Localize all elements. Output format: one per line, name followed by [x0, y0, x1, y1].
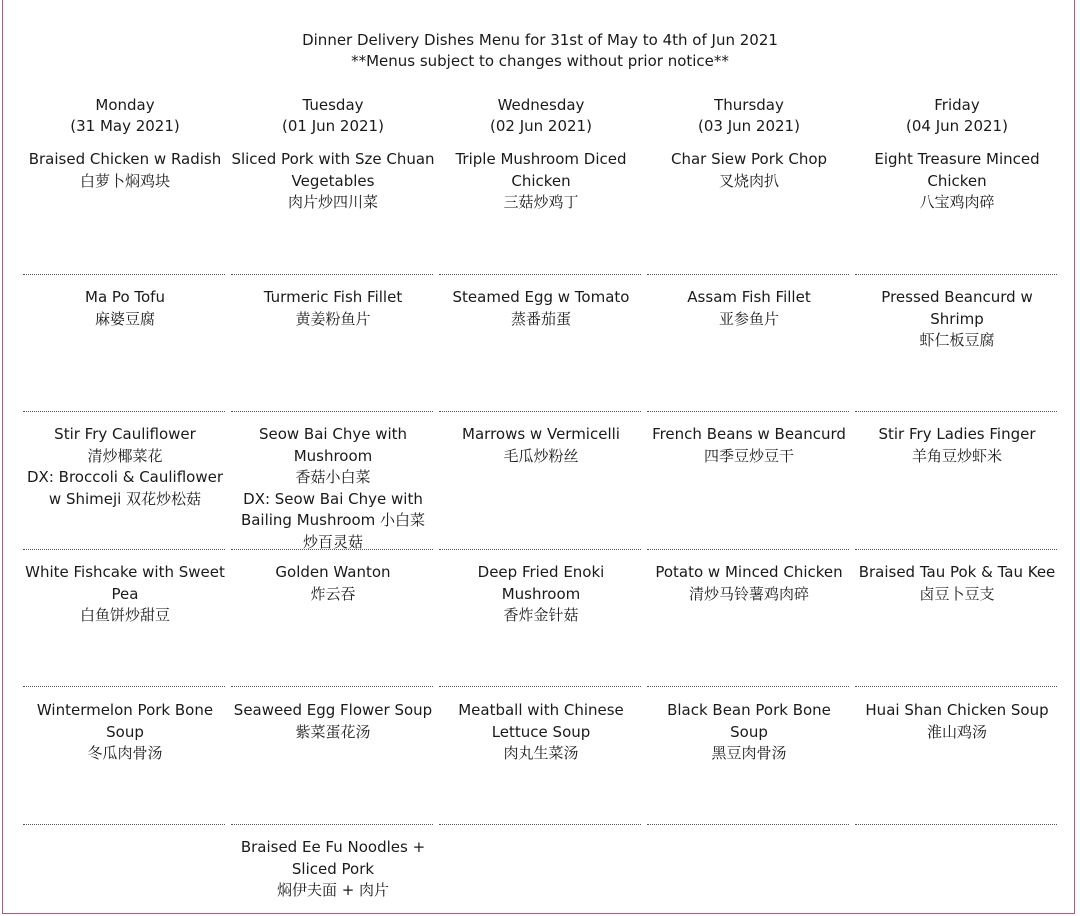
dish-line: DX: Broccoli & Cauliflower	[27, 468, 223, 487]
dish-line: Soup	[730, 722, 768, 741]
row-separator	[439, 411, 641, 412]
row-separator	[647, 549, 849, 550]
row-separator	[23, 549, 225, 550]
day-name: Thursday	[714, 96, 784, 114]
dish-line: 白鱼饼炒甜豆	[79, 606, 170, 625]
row-separator	[23, 686, 225, 687]
dish-cell	[229, 287, 437, 330]
row-separator	[647, 274, 849, 275]
dish-line: 白萝卜焖鸡块	[79, 171, 170, 190]
dish-line: Mushroom	[501, 584, 581, 603]
dish-line: 蒸番茄蛋	[510, 309, 571, 328]
dish-cell	[645, 562, 853, 605]
dish-line: 炸云吞	[310, 584, 356, 603]
row-separator	[647, 411, 849, 412]
dish-cell	[21, 562, 229, 627]
dish-line: 焖伊夫面 + 肉片	[276, 881, 390, 900]
dish-cell	[437, 149, 645, 214]
dish-line: Marrows w Vermicelli	[462, 425, 620, 443]
row-separator	[23, 274, 225, 275]
dish-cell	[853, 700, 1061, 743]
dish-line: 炒百灵菇	[302, 532, 363, 551]
dish-line: 肉片炒四川菜	[287, 193, 378, 212]
dish-cell	[853, 562, 1061, 605]
dish-line: 麻婆豆腐	[94, 309, 155, 328]
dish-line: Turmeric Fish Fillet	[263, 288, 403, 306]
day-date: (02 Jun 2021)	[490, 117, 592, 135]
dish-line: French Beans w Beancurd	[652, 425, 846, 443]
day-header	[853, 95, 1061, 137]
row-separator	[231, 411, 433, 412]
menu-subtitle: **Menus subject to changes without prior notice**	[351, 52, 729, 70]
dish-line: Braised Chicken w Radish	[28, 150, 222, 168]
day-header	[21, 95, 229, 137]
dish-line: 亚参鱼片	[718, 309, 779, 328]
dish-line: w Shimeji 双花炒松菇	[48, 489, 202, 508]
dish-line: 八宝鸡肉碎	[919, 193, 995, 212]
menu-title: Dinner Delivery Dishes Menu for 31st of May to 4th of Jun 2021	[302, 31, 778, 49]
row-separator	[855, 686, 1057, 687]
dish-line: Deep Fried Enoki	[477, 563, 605, 581]
dish-cell	[21, 700, 229, 765]
dish-cell	[21, 287, 229, 330]
dish-line: Meatball with Chinese	[458, 701, 624, 719]
row-separator	[231, 274, 433, 275]
dish-line: 羊角豆炒虾米	[911, 446, 1002, 465]
dish-line: 黑豆肉骨汤	[711, 744, 787, 763]
dish-cell	[645, 424, 853, 467]
dish-line: White Fishcake with Sweet	[25, 563, 225, 581]
dish-line: Vegetables	[291, 171, 375, 190]
dish-cell	[645, 287, 853, 330]
dish-cell	[853, 149, 1061, 214]
dish-line: Black Bean Pork Bone	[667, 701, 831, 719]
day-date: (03 Jun 2021)	[698, 117, 800, 135]
menu-header	[0, 30, 1080, 72]
dish-line: Eight Treasure Minced	[874, 150, 1040, 168]
dish-line: 毛瓜炒粉丝	[503, 446, 579, 465]
dish-line: 紫菜蛋花汤	[295, 722, 371, 741]
row-separator	[439, 549, 641, 550]
dish-cell	[229, 149, 437, 214]
dish-line: Char Siew Pork Chop	[670, 150, 828, 168]
dish-line: 冬瓜肉骨汤	[87, 744, 163, 763]
dish-cell	[437, 287, 645, 330]
dish-cell	[229, 700, 437, 743]
dish-cell	[853, 424, 1061, 467]
dish-line: Mushroom	[293, 446, 373, 465]
dish-line: 清炒椰菜花	[87, 446, 163, 465]
dish-line: Huai Shan Chicken Soup	[865, 701, 1049, 719]
row-separator	[439, 274, 641, 275]
dish-line: Assam Fish Fillet	[687, 288, 811, 306]
dish-line: Wintermelon Pork Bone	[36, 701, 214, 719]
dish-line: Shrimp	[930, 309, 984, 328]
row-separator	[439, 824, 641, 825]
dish-line: 香菇小白菜	[295, 468, 371, 487]
day-header	[437, 95, 645, 137]
dish-cell	[229, 837, 437, 902]
dish-line: 叉烧肉扒	[718, 171, 779, 190]
dish-line: 淮山鸡汤	[926, 722, 987, 741]
dish-cell	[853, 287, 1061, 352]
row-separator	[855, 549, 1057, 550]
dish-line: DX: Seow Bai Chye with	[243, 489, 423, 508]
dish-line: Braised Tau Pok & Tau Kee	[858, 563, 1056, 581]
dish-line: Chicken	[927, 171, 987, 190]
dish-cell	[645, 149, 853, 192]
dish-cell	[229, 562, 437, 605]
day-header	[229, 95, 437, 137]
dish-line: 卤豆卜豆支	[919, 584, 995, 603]
dish-line: 虾仁板豆腐	[919, 331, 995, 350]
dish-line: Stir Fry Cauliflower	[54, 425, 196, 443]
row-separator	[23, 411, 225, 412]
day-date: (31 May 2021)	[70, 117, 180, 135]
row-separator	[23, 824, 225, 825]
row-separator	[647, 686, 849, 687]
row-separator	[855, 824, 1057, 825]
row-separator	[855, 274, 1057, 275]
dish-cell	[21, 149, 229, 192]
day-header	[645, 95, 853, 137]
dish-line: Potato w Minced Chicken	[655, 563, 843, 581]
dish-line: Bailing Mushroom 小白菜	[240, 511, 426, 530]
dish-line: Steamed Egg w Tomato	[452, 288, 630, 306]
dish-line: Soup	[106, 722, 144, 741]
dish-line: 香炸金针菇	[503, 606, 579, 625]
dish-line: 三菇炒鸡丁	[503, 193, 579, 212]
dish-line: Triple Mushroom Diced	[455, 150, 627, 168]
dish-cell	[437, 700, 645, 765]
dish-line: Pea	[111, 584, 139, 603]
day-name: Wednesday	[497, 96, 585, 114]
row-separator	[231, 686, 433, 687]
row-separator	[231, 549, 433, 550]
dish-line: Sliced Pork with Sze Chuan	[231, 150, 435, 168]
row-separator	[231, 824, 433, 825]
dish-cell	[437, 562, 645, 627]
dish-line: Lettuce Soup	[491, 722, 591, 741]
dish-cell	[21, 424, 229, 510]
row-separator	[647, 824, 849, 825]
dish-line: Chicken	[511, 171, 571, 190]
dish-line: Pressed Beancurd w	[881, 288, 1033, 306]
row-separator	[855, 411, 1057, 412]
row-separator	[439, 686, 641, 687]
day-name: Monday	[95, 96, 155, 114]
dish-line: Ma Po Tofu	[85, 288, 165, 306]
dish-line: Seaweed Egg Flower Soup	[233, 701, 433, 719]
dish-line: Stir Fry Ladies Finger	[878, 425, 1036, 443]
dish-line: Sliced Pork	[291, 859, 375, 878]
dish-line: 黄姜粉鱼片	[295, 309, 371, 328]
dish-line: 清炒马铃薯鸡肉碎	[688, 584, 809, 603]
day-name: Friday	[934, 96, 980, 114]
day-date: (01 Jun 2021)	[282, 117, 384, 135]
dish-cell	[437, 424, 645, 467]
day-date: (04 Jun 2021)	[906, 117, 1008, 135]
dish-cell	[229, 424, 437, 554]
day-name: Tuesday	[302, 96, 364, 114]
dish-line: Golden Wanton	[275, 563, 391, 581]
dish-line: 四季豆炒豆干	[703, 446, 794, 465]
dish-cell	[645, 700, 853, 765]
dish-line: Seow Bai Chye with	[258, 425, 408, 443]
dish-line: Braised Ee Fu Noodles +	[240, 838, 426, 856]
dish-line: 肉丸生菜汤	[503, 744, 579, 763]
